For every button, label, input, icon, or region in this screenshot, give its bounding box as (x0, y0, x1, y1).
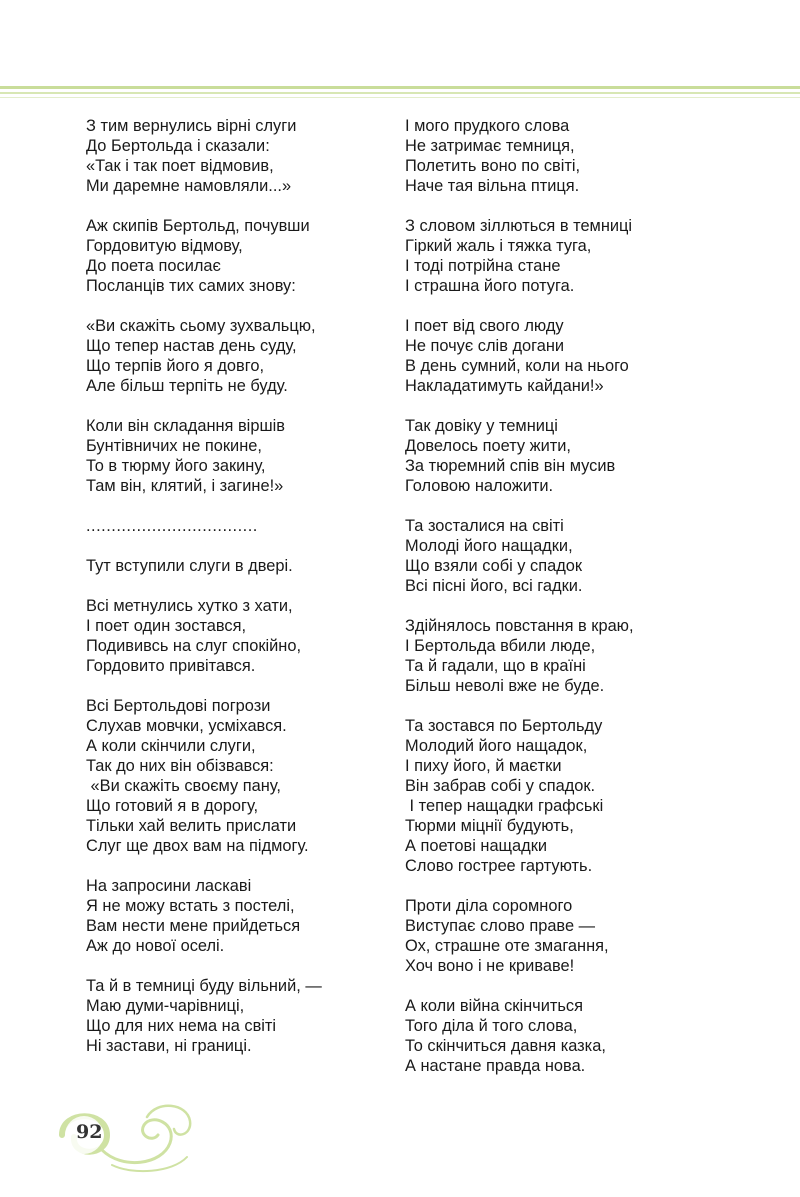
page-footer (52, 1095, 202, 1175)
stanza (86, 416, 386, 496)
stanza (86, 516, 386, 536)
poem-line: Більш неволі вже не буде. (405, 677, 605, 695)
poem-line: Молоді його нащадки, (405, 537, 573, 555)
poem-line: До Бертольда і сказали: (86, 137, 270, 155)
stanza (405, 896, 665, 976)
poem-line: Здійнялось повстання в краю, (405, 617, 634, 635)
poem-line: І мого прудкого слова (405, 117, 570, 135)
poem-line: Що взяли собі у спадок (405, 557, 583, 575)
poem-line: Полетить воно по світі, (405, 157, 581, 175)
poem-line: То в тюрму його закину, (86, 457, 266, 475)
poem-line: То скінчиться давня казка, (405, 1037, 606, 1055)
stanza (86, 696, 386, 856)
poem-line: Я не можу встать з постелі, (86, 897, 295, 915)
poem-line: Тюрми міцнії будують, (405, 817, 574, 835)
poem-line: Хоч воно і не криваве! (405, 957, 575, 975)
poem-line: Що тепер настав день суду, (86, 337, 297, 355)
poem-line: Та й гадали, що в країні (405, 657, 586, 675)
poem-line: Аж скипів Бертольд, почувши (86, 217, 310, 235)
poem-line: За тюремний спів він мусив (405, 457, 616, 475)
poem-line: І страшна його потуга. (405, 277, 575, 295)
poem-line: В день сумний, коли на нього (405, 357, 629, 375)
poem-line: Слухав мовчки, усміхався. (86, 717, 287, 735)
stanza (405, 716, 665, 876)
stanza (86, 876, 386, 956)
poem-line: І Бертольда вбили люде, (405, 637, 596, 655)
stanza (405, 116, 665, 196)
poem-line: З тим вернулись вірні слуги (86, 117, 297, 135)
poem-line: Довелось поету жити, (405, 437, 571, 455)
poem-line: І поет один зостався, (86, 617, 247, 635)
stanza (405, 216, 665, 296)
stanza (405, 316, 665, 396)
poem-line: А поетові нащадки (405, 837, 548, 855)
poem-line: А настане правда нова. (405, 1057, 586, 1075)
poem-line: Ні застави, ні границі. (86, 1037, 252, 1055)
poem-line: «Так і так поет відмовив, (86, 157, 274, 175)
poem-line: І тепер нащадки графські (405, 797, 604, 815)
poem-line: Маю думи-чарівниці, (86, 997, 245, 1015)
poem-line: Що для них нема на світі (86, 1017, 277, 1035)
poem-line: Та зостався по Бертольду (405, 717, 603, 735)
stanza (86, 556, 386, 576)
stanza (405, 616, 665, 696)
poem-line: І тоді потрійна стане (405, 257, 561, 275)
stanza (86, 316, 386, 396)
poem-line: Гордовито привітався. (86, 657, 256, 675)
poem-line: Що терпів його я довго, (86, 357, 265, 375)
poem-line: Слуг ще двох вам на підмогу. (86, 837, 309, 855)
poem-line: Всі Бертольдові погрози (86, 697, 271, 715)
header-rule (0, 86, 800, 89)
page-number: 92 (76, 1121, 103, 1143)
poem-line: Що готовий я в дорогу, (86, 797, 259, 815)
poem-line: Подививсь на слуг спокійно, (86, 637, 302, 655)
poem-line: Всі метнулись хутко з хати, (86, 597, 293, 615)
poem-line: Того діла й того слова, (405, 1017, 578, 1035)
poem-line: Накладатимуть кайдани!» (405, 377, 604, 395)
stanza (405, 516, 665, 596)
poem-line: Головою наложити. (405, 477, 554, 495)
swirl-ornament-icon (52, 1095, 202, 1175)
poem-line: Гіркий жаль і тяжка туга, (405, 237, 592, 255)
poem-line: «Ви скажіть своєму пану, (86, 777, 281, 795)
poem-line: Виступає слово праве — (405, 917, 596, 935)
poem-line: І поет від свого люду (405, 317, 564, 335)
stanza (405, 996, 665, 1076)
poem-line: Тільки хай велить прислати (86, 817, 297, 835)
poem-right-column (405, 116, 665, 1096)
poem-line: Вам нести мене прийдеться (86, 917, 301, 935)
poem-line: Та зосталися на світі (405, 517, 564, 535)
poem-line: «Ви скажіть сьому зухвальцю, (86, 317, 316, 335)
poem-line: Аж до нової оселі. (86, 937, 225, 955)
poem-line: Та й в темниці буду вільний, — (86, 977, 322, 995)
stanza (86, 596, 386, 676)
stanza (86, 216, 386, 296)
poem-line: Так до них він обізвався: (86, 757, 274, 775)
poem-line: Там він, клятий, і загине!» (86, 477, 284, 495)
poem-line: До поета посилає (86, 257, 221, 275)
poem-line: Тут вступили слуги в двері. (86, 557, 293, 575)
poem-line: Молодий його нащадок, (405, 737, 588, 755)
poem-line: На запросини ласкаві (86, 877, 252, 895)
poem-line: Наче тая вільна птиця. (405, 177, 580, 195)
poem-line: Ми даремне намовляли...» (86, 177, 292, 195)
poem-line: Гордовитую відмову, (86, 237, 243, 255)
poem-line: Але більш терпіть не буду. (86, 377, 288, 395)
stanza (86, 116, 386, 196)
poem-line: Не почує слів догани (405, 337, 565, 355)
poem-line: Не затримає темниця, (405, 137, 575, 155)
stanza (86, 976, 386, 1056)
poem-line: І пиху його, й маєтки (405, 757, 562, 775)
poem-left-column (86, 116, 386, 1076)
poem-line: Так довіку у темниці (405, 417, 558, 435)
poem-line: А коли скінчили слуги, (86, 737, 256, 755)
poem-line: Бунтівничих не покине, (86, 437, 262, 455)
poem-line: А коли війна скінчиться (405, 997, 583, 1015)
header-rule (0, 97, 800, 98)
poem-line: Коли він складання віршів (86, 417, 285, 435)
stanza (405, 416, 665, 496)
poem-line: З словом зіллються в темниці (405, 217, 633, 235)
poem-line: Він забрав собі у спадок. (405, 777, 596, 795)
header-rule (0, 92, 800, 94)
poem-line: Посланців тих самих знову: (86, 277, 296, 295)
ellipsis-divider: .................................. (86, 517, 258, 535)
poem-line: Проти діла соромного (405, 897, 573, 915)
poem-line: Слово гострее гартують. (405, 857, 593, 875)
poem-line: Ох, страшне оте змагання, (405, 937, 609, 955)
poem-line: Всі пісні його, всі гадки. (405, 577, 583, 595)
